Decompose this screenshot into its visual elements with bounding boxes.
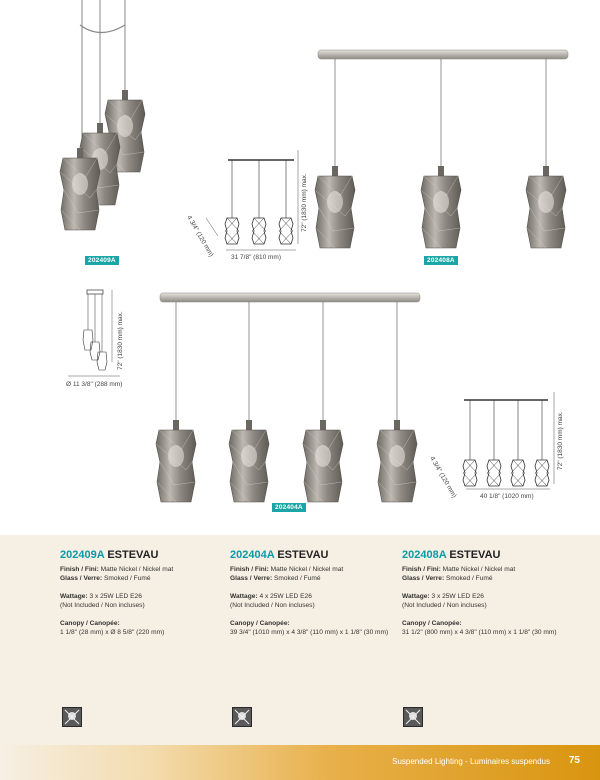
canopy-value: 39 3/4" (1010 mm) x 4 3/8" (110 mm) x 1 1/8" (30 mm) xyxy=(230,629,389,636)
dim-4light-depth: 4 3/4" (120 mm) xyxy=(428,455,458,500)
spec-column-202404a xyxy=(230,549,400,637)
diagram-4-light xyxy=(428,392,564,500)
dim-cluster-height: 72" (1830 mm) max. xyxy=(117,311,124,370)
canopy-value: 31 1/2" (800 mm) x 4 3/8" (110 mm) x 1 1/8" (30 mm) xyxy=(402,629,557,636)
product-code: 202409A xyxy=(60,549,105,561)
canopy-value: 1 1/8" (28 mm) x Ø 8 5/8" (220 mm) xyxy=(60,629,165,636)
pendant-202408a xyxy=(315,50,568,248)
finish-line: Finish / Fini: Matte Nickel / Nickel mat xyxy=(60,566,174,573)
section-label: Suspended Lighting - Luminaires suspendus xyxy=(392,757,550,766)
wattage-line: Wattage: 3 x 25W LED E26 xyxy=(60,593,142,600)
dim-3light-depth: 4 3/4" (120 mm) xyxy=(185,214,215,259)
finish-line: Finish / Fini: Matte Nickel / Nickel mat xyxy=(402,566,516,573)
page-number: 75 xyxy=(568,755,580,766)
product-title xyxy=(60,549,230,562)
diagram-cluster xyxy=(66,290,124,388)
product-tag-202409a: 202409A xyxy=(85,256,119,265)
product-name: ESTEVAU xyxy=(107,549,159,561)
glass-line: Glass / Verre: Smoked / Fumé xyxy=(60,575,151,582)
canopy-label: Canopy / Canopée: xyxy=(230,620,290,627)
canopy-label: Canopy / Canopée: xyxy=(60,620,120,627)
product-name: ESTEVAU xyxy=(277,549,329,561)
not-included-note: (Not Included / Non incluses) xyxy=(230,602,315,609)
dim-3light-height: 72" (1830 mm) max. xyxy=(301,173,308,232)
pendant-cluster-202409a xyxy=(60,0,145,230)
dim-cluster-diameter: Ø 11 3/8" (288 mm) xyxy=(66,381,123,388)
product-tag-202404a: 202404A xyxy=(272,503,306,512)
dim-3light-width: 31 7/8" (810 mm) xyxy=(231,254,281,261)
product-title xyxy=(402,549,572,562)
pendant-202404a xyxy=(156,293,420,502)
dim-4light-width: 40 1/8" (1020 mm) xyxy=(480,493,534,500)
product-title xyxy=(230,549,400,562)
canopy-label: Canopy / Canopée: xyxy=(402,620,462,627)
product-specs-panel xyxy=(0,535,600,745)
dimmable-symbol-icon xyxy=(232,707,252,727)
glass-line: Glass / Verre: Smoked / Fumé xyxy=(230,575,321,582)
spec-column-202409a xyxy=(60,549,230,637)
dimmable-symbol-icon xyxy=(62,707,82,727)
product-tag-202408a: 202408A xyxy=(424,256,458,265)
product-code: 202404A xyxy=(230,549,275,561)
diagram-3-light xyxy=(185,150,308,261)
spec-column-202408a xyxy=(402,549,572,637)
dimmable-symbol-icon xyxy=(403,707,423,727)
finish-line: Finish / Fini: Matte Nickel / Nickel mat xyxy=(230,566,344,573)
wattage-line: Wattage: 3 x 25W LED E26 xyxy=(402,593,484,600)
product-code: 202408A xyxy=(402,549,447,561)
not-included-note: (Not Included / Non incluses) xyxy=(402,602,487,609)
dim-4light-height: 72" (1830 mm) max. xyxy=(557,411,564,470)
product-name: ESTEVAU xyxy=(449,549,501,561)
wattage-line: Wattage: 4 x 25W LED E26 xyxy=(230,593,312,600)
glass-line: Glass / Verre: Smoked / Fumé xyxy=(402,575,493,582)
page-footer xyxy=(0,745,600,780)
not-included-note: (Not Included / Non incluses) xyxy=(60,602,145,609)
